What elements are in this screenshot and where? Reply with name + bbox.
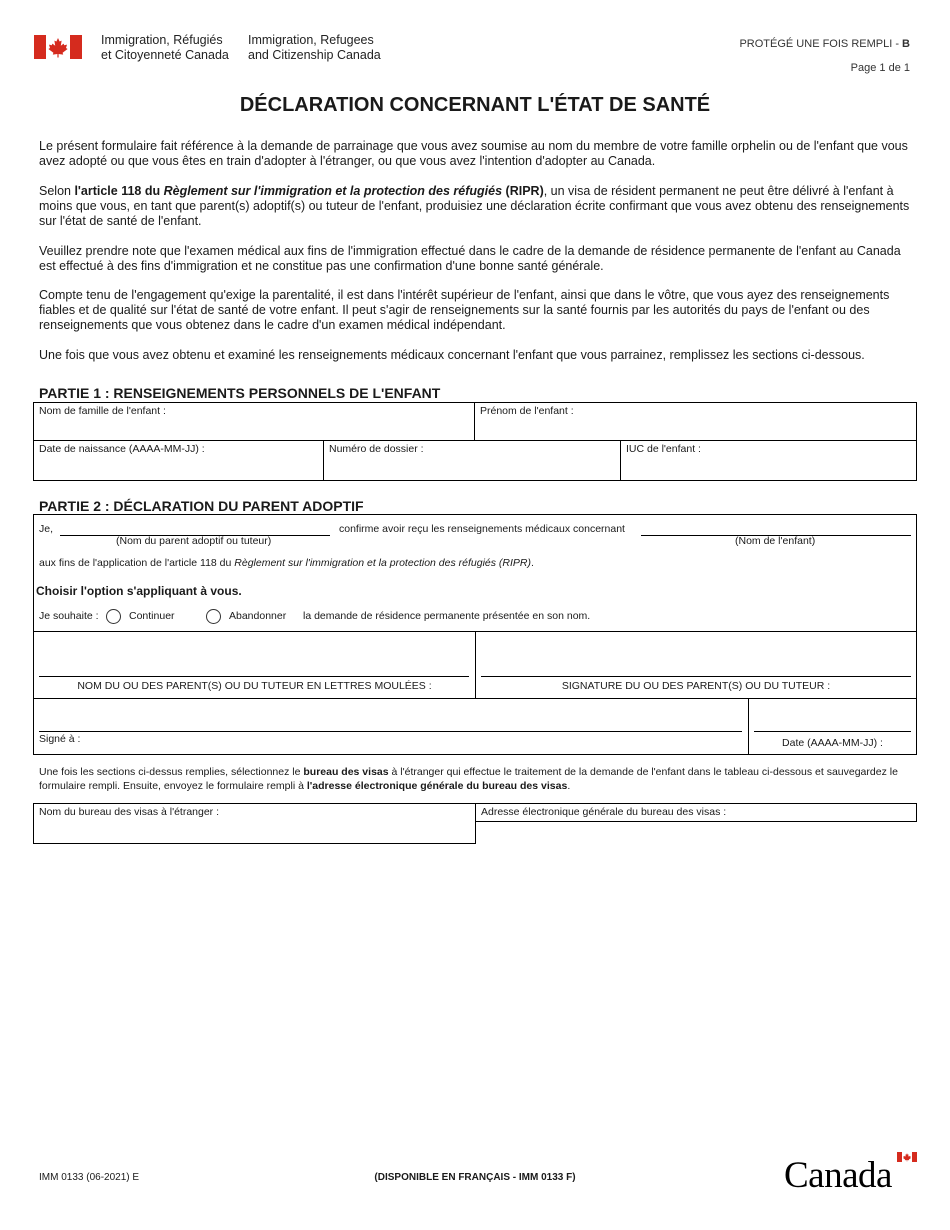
intro-paragraph-3: Veuillez prendre note que l'examen médical aux fins de l'immigration effectué dans le cadre de la demande de résidence permanente de l'enfant au Canada est effectué à des fins d'immigration et ne constitue pas une confirmation d'une bonne santé générale. xyxy=(39,244,901,274)
continue-label: Continuer xyxy=(129,610,175,622)
visa-instructions: Une fois les sections ci-dessus remplies, sélectionnez le bureau des visas à l'étranger qui effectue le traitement de la demande de l'enfant dans le tableau ci-dessous et sauvegardez le formulaire rempli. Ensuite, envoyez le formulaire rempli à l'adresse électronique générale du bureau des visas. xyxy=(39,766,898,792)
child-family-name-field[interactable] xyxy=(34,403,474,440)
je-label: Je, xyxy=(39,523,54,535)
canada-wordmark-text: Canada xyxy=(784,1155,892,1196)
file-number-label: Numéro de dossier : xyxy=(329,443,424,455)
child-name-caption: (Nom de l'enfant) xyxy=(735,535,816,547)
child-dob-label: Date de naissance (AAAA-MM-JJ) : xyxy=(39,443,205,455)
visa-office-field[interactable] xyxy=(33,803,476,844)
canada-wordmark xyxy=(784,1152,918,1196)
form-number: IMM 0133 (06-2021) E xyxy=(39,1172,140,1183)
child-given-name-field[interactable] xyxy=(475,403,916,440)
print-name-line[interactable] xyxy=(39,676,469,677)
child-uci-label: IUC de l'enfant : xyxy=(626,443,701,455)
part2-heading: PARTIE 2 : DÉCLARATION DU PARENT ADOPTIF xyxy=(39,498,364,514)
intro-paragraph-2: Selon l'article 118 du Règlement sur l'immigration et la protection des réfugiés (RIPR), un visa de résident permanent ne peut être délivré à l'enfant à moins que vous, en tant que parent(s) adoptif(s) ou tuteur de l'enfant, produisiez une déclaration écrite confirmant que vous avez obtenu des renseignements sur l'état de santé de l'enfant. xyxy=(39,184,910,229)
wish-tail-text: la demande de résidence permanente présentée en son nom. xyxy=(303,610,591,622)
confirm-text: confirme avoir reçu les renseignements médicaux concernant xyxy=(339,523,625,535)
protected-notice: PROTÉGÉ UNE FOIS REMPLI - B xyxy=(739,38,910,50)
signed-at-label: Signé à : xyxy=(39,733,81,745)
child-given-name-label: Prénom de l'enfant : xyxy=(480,405,574,417)
intro-paragraph-1: Le présent formulaire fait référence à la demande de parrainage que vous avez soumise au nom du membre de votre famille orphelin ou de l'enfant que vous avez adopté ou que vous êtes en train d'adopter à l'étranger, ou que vous avez l'intention d'adopter au Canada. xyxy=(39,139,908,169)
visa-email-label: Adresse électronique générale du bureau des visas : xyxy=(481,806,727,818)
child-dob-field[interactable] xyxy=(34,441,323,480)
abandon-label: Abandonner xyxy=(229,610,287,622)
file-number-field[interactable] xyxy=(324,441,620,480)
date-label: Date (AAAA-MM-JJ) : xyxy=(782,737,883,749)
print-name-label: NOM DU OU DES PARENT(S) OU DU TUTEUR EN LETTRES MOULÉES : xyxy=(77,680,432,692)
department-name-en: Immigration, Refugees and Citizenship Canada xyxy=(248,33,381,62)
part1-heading: PARTIE 1 : RENSEIGNEMENTS PERSONNELS DE L'ENFANT xyxy=(39,385,441,401)
page-number: Page 1 de 1 xyxy=(850,62,910,74)
continue-radio[interactable] xyxy=(106,609,121,624)
form-title: DÉCLARATION CONCERNANT L'ÉTAT DE SANTÉ xyxy=(239,94,711,116)
intro-paragraph-4: Compte tenu de l'engagement qu'exige la parentalité, il est dans l'intérêt supérieur de l'enfant, ainsi que dans le vôtre, que vous ayez des renseignements fiables et de qualité sur l'état de santé de votre enfant. Il peut s'agir de renseignements sur la santé fournis par les autorités du pays de l'enfant ou des renseignements que vous obtenez dans le cadre d'un examen médical indépendant. xyxy=(39,288,890,333)
abandon-radio[interactable] xyxy=(206,609,221,624)
signature-label: SIGNATURE DU OU DES PARENT(S) OU DU TUTEUR : xyxy=(561,680,831,692)
parent-name-caption: (Nom du parent adoptif ou tuteur) xyxy=(116,535,272,547)
canada-wordmark-flag-icon xyxy=(897,1152,917,1162)
child-family-name-label: Nom de famille de l'enfant : xyxy=(39,405,166,417)
child-uci-field[interactable] xyxy=(621,441,916,480)
signature-line[interactable] xyxy=(481,676,911,677)
choose-option-label: Choisir l'option s'appliquant à vous. xyxy=(36,584,242,598)
purpose-text: aux fins de l'application de l'article 118 du Règlement sur l'immigration et la protection des réfugiés (RIPR). xyxy=(39,557,534,569)
department-name-fr: Immigration, Réfugiés et Citoyenneté Canada xyxy=(101,33,229,62)
intro-paragraph-5: Une fois que vous avez obtenu et examiné les renseignements médicaux concernant l'enfant que vous parrainez, remplissez les sections ci-dessous. xyxy=(39,348,865,362)
signed-at-line[interactable] xyxy=(39,731,742,732)
french-availability: (DISPONIBLE EN FRANÇAIS - IMM 0133 F) xyxy=(374,1172,576,1183)
visa-office-label: Nom du bureau des visas à l'étranger : xyxy=(39,806,220,818)
canada-flag-icon xyxy=(34,35,82,59)
visa-email-field[interactable] xyxy=(475,803,917,822)
date-line[interactable] xyxy=(754,731,911,732)
wish-label: Je souhaite : xyxy=(39,610,99,622)
